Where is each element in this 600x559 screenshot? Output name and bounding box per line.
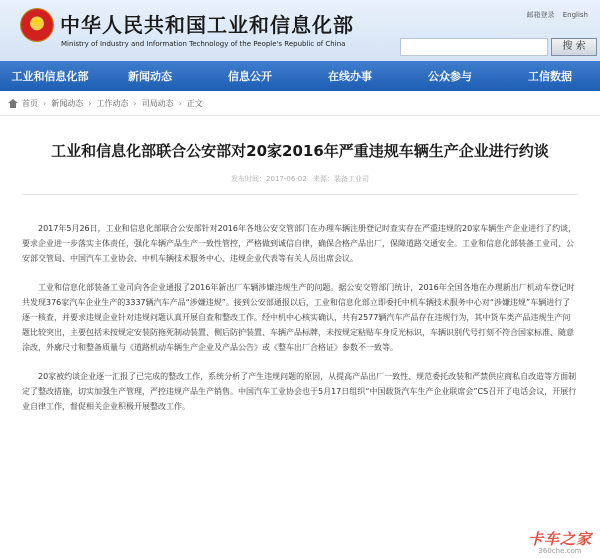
article-date: 发布时间：2017-06-02 [231,175,307,183]
main-nav [0,61,600,91]
nav-news[interactable]: 新闻动态 [128,70,172,83]
breadcrumb-separator: › [88,98,92,108]
mail-login-link[interactable]: 邮箱登录 [526,11,555,19]
breadcrumb-separator: › [133,98,137,108]
breadcrumb-current: 正文 [186,98,203,108]
breadcrumb [0,91,600,116]
top-links [520,10,588,20]
article-paragraph: 20家被约谈企业逐一汇报了已完成的整改工作，系统分析了产生违规问题的原因，从提高产品出厂一致性、规范委托改装和严禁供应商私自改造等方面制定了整改措施，切实加强生产管理，严控违规产品生产销售。中国汽车工业协会也于5月17日组织“中国载货汽车生产企业联席会”CS召开了电话会议，开展行业自律工作，督促相关企业积极开展整改工作。 [22,372,577,411]
watermark-logo: 卡车之家 [527,530,592,548]
nav-info-disclosure[interactable]: 信息公开 [228,70,272,83]
article [0,140,600,414]
nav-home[interactable]: 工业和信息化部 [11,70,89,83]
search-button[interactable]: 搜 索 [551,38,597,56]
article-title: 工业和信息化部联合公安部对20家2016年严重违规车辆生产企业进行约谈 [51,142,549,160]
national-emblem-icon: ★ [21,9,53,41]
watermark [528,528,592,555]
site-subtitle: Ministry of Industry and Information Technology of the People's Republic of China [61,40,346,48]
nav-online-service[interactable]: 在线办事 [328,70,372,83]
article-paragraph: 2017年5月26日，工业和信息化部联合公安部针对2016年各地公安交管部门在办理车辆注册登记时查实存在严重违规的20家车辆生产企业进行了约谈，要求企业进一步落实主体责任，强化车辆产品生产一致性管控，严格做到诚信自律，确保合格产品出厂，保障道路交通安全。工业和信息化部装备工业司、公安部交管局、中国汽车工业协会、中机车辆技术服务中心、违规企业代表等有关人员出席会议。 [22,224,577,263]
search-input[interactable] [400,38,548,56]
site-title[interactable]: 中华人民共和国工业和信息化部 [60,13,354,37]
breadcrumb-home[interactable]: 首页 [22,98,38,108]
breadcrumb-bureau[interactable]: 司局动态 [141,98,174,108]
site-header [0,0,600,61]
article-source: 来源：装备工业司 [312,175,369,183]
breadcrumb-work[interactable]: 工作动态 [96,98,129,108]
nav-data[interactable]: 工信数据 [528,70,572,83]
breadcrumb-news[interactable]: 新闻动态 [51,98,84,108]
article-paragraph: 工业和信息化部装备工业司向各企业通报了2016年新出厂车辆涉嫌违规生产的问题。据公安交管部门统计，2016年全国各地在办理新出厂机动车登记时共发现376家汽车企业生产的3337辆汽车产品“涉嫌违规”。接到公安部通报以后，工业和信息化部立即委托中机车辆技术服务中心对“涉嫌违规”车辆进行了逐一核查，并要求违规企业针对违规问题认真开展自查和整改工作。经中机中心核实确认，共有2577辆汽车产品存在违规行为，其中货车类产品违规生产问题比较突出，主要包括未按规定安装防拖死制动装置、侧后防护装置、车辆产品标牌，未按规定粘贴车身反光标识，车辆识别代号打刻不符合国家标准、随意涂改，外廓尺寸和整备质量与《道路机动车辆生产企业及产品公告》或《整车出厂合格证》参数不一致等。 [22,283,575,352]
watermark-url: 360che.com [538,547,582,555]
english-link[interactable]: English [562,11,588,19]
nav-public-participation[interactable]: 公众参与 [428,70,472,83]
article-meta [22,174,578,195]
home-icon [8,99,18,108]
breadcrumb-separator: › [43,98,47,108]
breadcrumb-separator: › [178,98,182,108]
